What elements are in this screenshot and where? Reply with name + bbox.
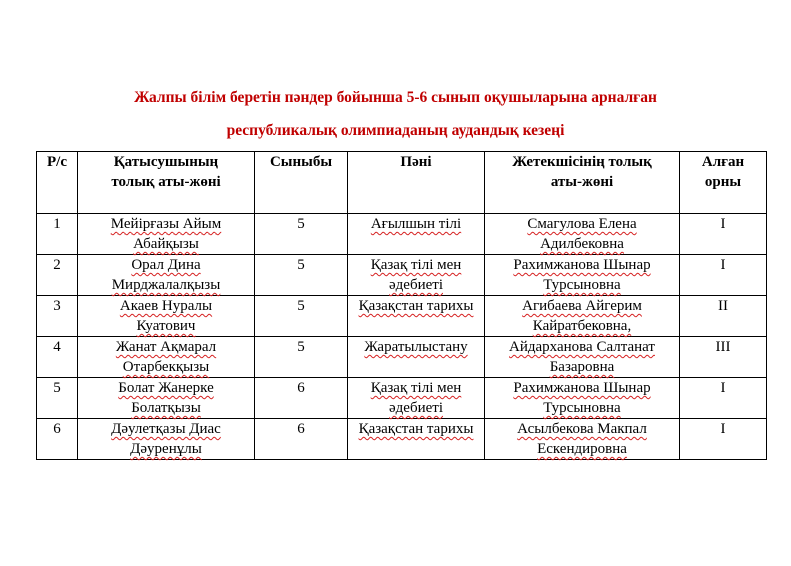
table-header-row (37, 152, 767, 214)
grade-cell: 5 (255, 337, 348, 378)
table-row (37, 214, 767, 255)
row-number: 1 (37, 214, 78, 255)
header-supervisor: Жетекшісінің толық аты-жөні (485, 152, 680, 214)
row-number: 4 (37, 337, 78, 378)
header-grade: Сыныбы (255, 152, 348, 214)
grade-cell: 5 (255, 214, 348, 255)
participant-name: Мейірғазы Айым Абайқызы (78, 214, 255, 255)
subject-cell: Қазақ тілі мен әдебиеті (348, 378, 485, 419)
row-number: 3 (37, 296, 78, 337)
supervisor-name: Асылбекова Макпал Ескендировна (485, 419, 680, 460)
table-row (37, 296, 767, 337)
participant-name: Жанат Ақмарал Отарбекқызы (78, 337, 255, 378)
table-row (37, 378, 767, 419)
place-cell: III (680, 337, 767, 378)
place-cell: II (680, 296, 767, 337)
supervisor-name: Рахимжанова Шынар Турсыновна (485, 255, 680, 296)
header-number: Р/с (37, 152, 78, 214)
place-cell: I (680, 255, 767, 296)
table-row (37, 419, 767, 460)
subject-cell: Ағылшын тілі (348, 214, 485, 255)
subject-cell: Жаратылыстану (348, 337, 485, 378)
place-cell: I (680, 378, 767, 419)
table-row (37, 255, 767, 296)
grade-cell: 5 (255, 255, 348, 296)
grade-cell: 6 (255, 419, 348, 460)
row-number: 2 (37, 255, 78, 296)
participant-name: Дәулетқазы Диас Дәуренұлы (78, 419, 255, 460)
header-participant: Қатысушының толық аты-жөні (78, 152, 255, 214)
supervisor-name: Рахимжанова Шынар Турсыновна (485, 378, 680, 419)
subject-cell: Қазақстан тарихы (348, 296, 485, 337)
row-number: 5 (37, 378, 78, 419)
grade-cell: 5 (255, 296, 348, 337)
document-title-line-2: республикалық олимпиаданың аудандық кезеңі (226, 122, 565, 139)
document-title-line-1: Жалпы білім беретін пәндер бойынша 5-6 сынып оқушыларына арналған (134, 89, 657, 106)
participant-name: Болат Жанерке Болатқызы (78, 378, 255, 419)
supervisor-name: Агибаева Айгерим Кайратбековна, (485, 296, 680, 337)
participant-name: Акаев Нуралы Куатович (78, 296, 255, 337)
supervisor-name: Айдарханова Салтанат Базаровна (485, 337, 680, 378)
place-cell: I (680, 419, 767, 460)
table-row (37, 337, 767, 378)
results-table (36, 151, 767, 460)
participant-name: Орал Дина Мирджалалқызы (78, 255, 255, 296)
header-place: Алған орны (680, 152, 767, 214)
grade-cell: 6 (255, 378, 348, 419)
supervisor-name: Смагулова Елена Адилбековна (485, 214, 680, 255)
subject-cell: Қазақстан тарихы (348, 419, 485, 460)
row-number: 6 (37, 419, 78, 460)
header-subject: Пәні (348, 152, 485, 214)
subject-cell: Қазақ тілі мен әдебиеті (348, 255, 485, 296)
place-cell: I (680, 214, 767, 255)
